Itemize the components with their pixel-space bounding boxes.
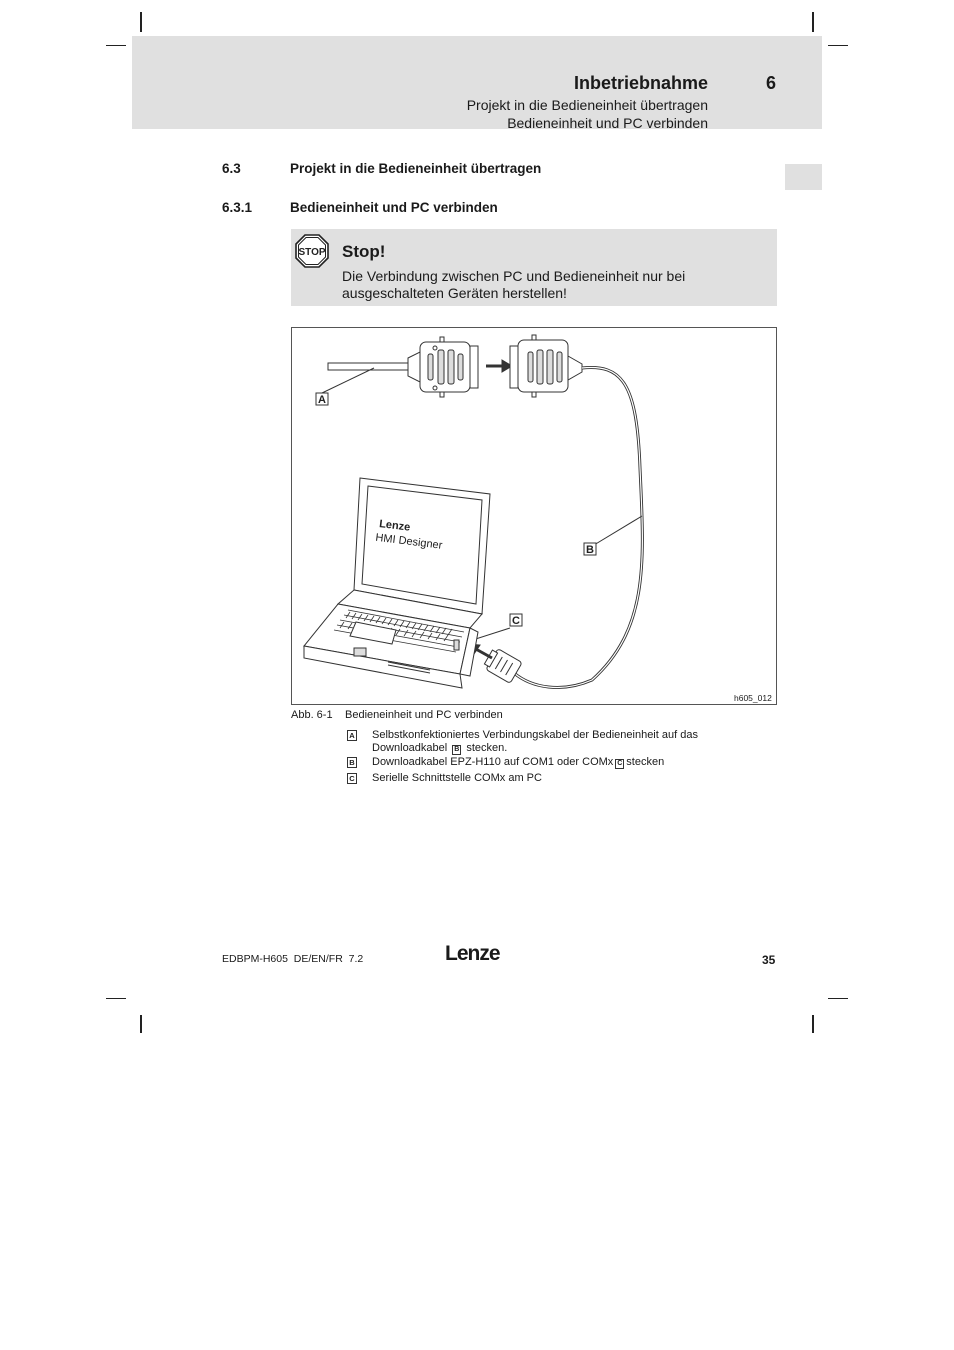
subsection-number: 6.3.1 (222, 200, 253, 215)
crop-mark (828, 998, 848, 999)
cable-a (328, 363, 408, 370)
legend-text: Serielle Schnittstelle COMx am PC (372, 772, 542, 784)
label-a: A (318, 394, 326, 406)
legend-text-before: Downloadkabel EPZ-H110 auf COM1 oder COMx (372, 756, 614, 768)
crop-mark (812, 1015, 814, 1033)
section-title: Projekt in die Bedieneinheit übertragen (290, 161, 542, 176)
figure-id: h605_012 (734, 693, 772, 703)
subsection-title: Bedieneinheit und PC verbinden (290, 200, 498, 215)
crop-mark (828, 45, 848, 46)
crop-mark (812, 12, 814, 32)
section-number: 6.3 (222, 161, 241, 176)
page-number: 35 (762, 953, 776, 967)
screen-text: HMI Designer (374, 531, 443, 552)
caption-label: Abb. 6-1 (291, 709, 333, 721)
label-b: B (586, 544, 594, 556)
stop-title: Stop! (342, 242, 386, 261)
header-subtitle-1: Projekt in die Bedieneinheit übertragen (466, 97, 708, 113)
stop-text: Die Verbindung zwischen PC und Bedieneinheit nur bei ausgeschalteten Geräten herstellen! (342, 268, 686, 301)
plug-connector (408, 352, 420, 382)
screen-brand: Lenze (378, 518, 411, 534)
header-band (132, 36, 822, 129)
legend-text (372, 729, 732, 755)
stop-sign-label: STOP (298, 247, 326, 258)
socket-connector (510, 346, 518, 388)
caption-text: Bedieneinheit und PC verbinden (345, 709, 503, 721)
legend-ref-key: C (617, 760, 623, 767)
footer-doc-id: EDBPM-H605 DE/EN/FR 7.2 (222, 953, 364, 965)
header-subtitle-2: Bedieneinheit und PC verbinden (507, 115, 708, 131)
chapter-title: Inbetriebnahme (573, 73, 708, 93)
legend-key: B (347, 757, 357, 768)
legend-text-after: stecken. (466, 741, 508, 754)
lenze-logo: Lenze (445, 942, 500, 965)
stop-sign-icon (295, 234, 329, 268)
legend-text-before: Selbstkonfektioniertes Verbindungskabel der Bedieneinheit auf das Downloadkabel (372, 729, 698, 754)
legend-key: A (347, 730, 357, 741)
crop-mark (140, 12, 142, 32)
chapter-tab-marker (785, 164, 822, 190)
legend-ref-key: B (454, 745, 460, 753)
connection-diagram (292, 328, 776, 704)
laptop (304, 478, 490, 688)
chapter-number: 6 (766, 73, 777, 93)
legend-key: C (347, 773, 357, 784)
crop-mark (106, 45, 126, 46)
legend-text (372, 756, 732, 769)
label-c: C (512, 615, 520, 627)
crop-mark (106, 998, 126, 999)
crop-mark (140, 1015, 142, 1033)
legend-text-after: stecken (626, 756, 665, 768)
